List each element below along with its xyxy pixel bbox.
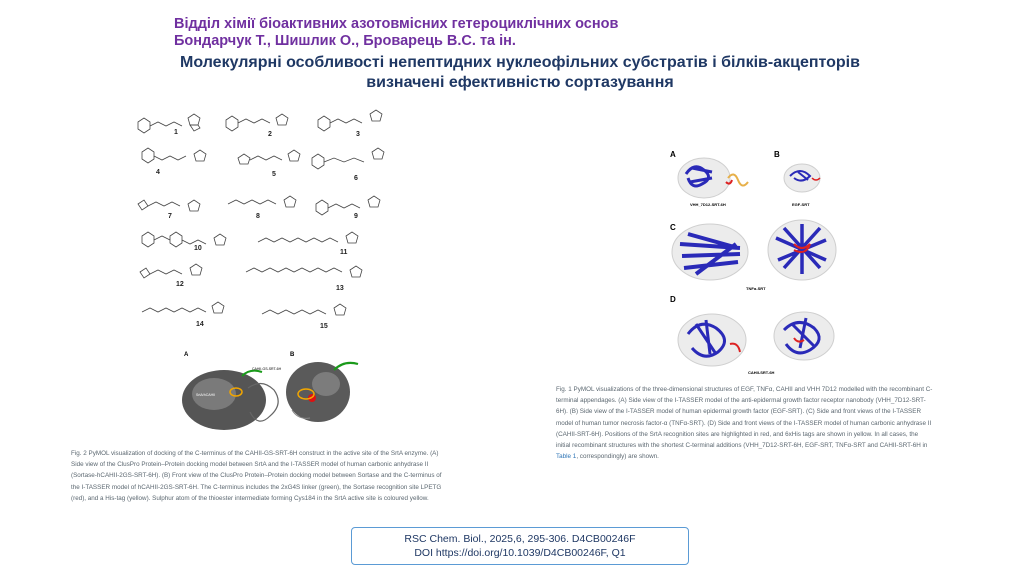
compound-label: 4 bbox=[156, 169, 160, 176]
compound-label: 2 bbox=[268, 131, 272, 138]
fig2-caption-line: the I-TASSER model of hCAHII-2GS-SRT-6H. The C-terminus includes the 2xG4S linker (green), the Sortase recognition site LPETG bbox=[71, 483, 442, 491]
protein-panel-a: A bbox=[670, 150, 676, 159]
protein-panel-d: D bbox=[670, 295, 676, 304]
department-title: Відділ хімії біоактивних азотовмісних гетероциклічних основ bbox=[174, 16, 619, 32]
compound-label: 11 bbox=[340, 249, 348, 256]
compound-label: 7 bbox=[168, 213, 172, 220]
compound-label: 3 bbox=[356, 131, 360, 138]
docking-tag-label: CAHII-GS-SRT-6H bbox=[252, 367, 282, 371]
protein-panel-b: B bbox=[774, 150, 780, 159]
compound-labels bbox=[156, 129, 360, 330]
slide-title-line2: визначені ефективністю сортазування bbox=[366, 74, 674, 91]
fig1-caption-line: model of human tumor necrosis factor-α (TNFα-SRT). (D) Side and front views of the I-TASSER model of human carbonic anhydrase II bbox=[556, 419, 932, 427]
table1-link[interactable]: Table 1 bbox=[556, 453, 577, 461]
fig1-caption-line: (CAHII-SRT-6H). Positions of the SrtA recognition sites are highlighted in red, and 6xHis tags are shown in yellow. In all cases, the bbox=[556, 430, 919, 438]
label-cahii: CAHII-SRT-6H bbox=[748, 370, 775, 375]
fig1-caption-line bbox=[556, 451, 966, 462]
slide-title bbox=[180, 53, 860, 93]
protein-svg bbox=[666, 148, 850, 380]
label-tnf: TNFα-SRT bbox=[746, 286, 766, 291]
reference-citation: RSC Chem. Biol., 2025,6, 295-306. D4CB00246F bbox=[404, 533, 636, 545]
label-vhh: VHH_7D12-SRT-6H bbox=[690, 202, 726, 207]
compound-label: 12 bbox=[176, 281, 184, 288]
compound-label: 14 bbox=[196, 321, 204, 328]
compound-label: 10 bbox=[194, 245, 202, 252]
fig2-caption bbox=[71, 448, 449, 504]
fig1-caption-line: initial recombinant structures with the shortest C-terminal additions (VHH_7D12-SRT-6H, EGF-SRT, TNFα-SRT and CAHII-SRT-6H in bbox=[556, 442, 928, 450]
label-egf: EGF-SRT bbox=[792, 202, 810, 207]
docking-figure bbox=[178, 348, 364, 436]
docking-panel-a: A bbox=[184, 352, 189, 358]
compound-structures-figure bbox=[128, 100, 404, 336]
cahii-side-surface bbox=[678, 314, 746, 366]
slide-title-line1: Молекулярні особливості непептидних нуклеофільних субстратів і білків-акцепторів bbox=[180, 54, 860, 71]
fig2-caption-line: Fig. 2 PyMOL visualization of docking of the C-terminus of the CAHII-GS-SRT-6H construct in the active site of the SrtA enzyme. (A) bbox=[71, 450, 439, 457]
chem-drawing bbox=[138, 110, 384, 315]
compound-label: 1 bbox=[174, 129, 178, 136]
compound-label: 9 bbox=[354, 213, 358, 220]
fig1-caption-line: terminal appendages. (A) Side view of the I-TASSER model of the anti-epidermal growth factor receptor nanobody (VHH_7D12-SRT- bbox=[556, 397, 926, 405]
fig1-caption-line: Fig. 1 PyMOL visualizations of the three-dimensional structures of EGF, TNFα, CAHII and VHH 7D12 modelled with the recombinant C- bbox=[556, 386, 933, 393]
srta-surface-b-highlight bbox=[312, 372, 340, 396]
fig2-caption-line: (Sortase-hCAHII-2GS-SRT-6H). (B) Front view of the ClusPro Protein–Protein docking model between Sortase and the C-terminus of bbox=[71, 472, 442, 480]
fig2-caption-line: (red), and a His-tag (yellow). Sulphur atom of the thioester intermediate forming Cys184 in the SrtA active site is coloured yellow. bbox=[71, 494, 429, 502]
compound-structures-svg bbox=[128, 100, 404, 336]
tnf-side-surface bbox=[672, 224, 748, 280]
egf-surface bbox=[784, 164, 820, 192]
compound-label: 6 bbox=[354, 175, 358, 182]
compound-label: 8 bbox=[256, 213, 260, 220]
reference-doi[interactable]: DOI https://doi.org/10.1039/D4CB00246F, Q1 bbox=[414, 547, 626, 559]
docking-side-label: SrtA/hCAHII bbox=[196, 393, 216, 397]
fig1-caption-line: 6H). (B) Side view of the I-TASSER model of human epidermal growth factor (EGF-SRT). (C) Side and front views of the I-TASSER bbox=[556, 408, 921, 416]
protein-structures-figure bbox=[666, 148, 850, 380]
compound-label: 15 bbox=[320, 323, 328, 330]
docking-panel-b: B bbox=[290, 352, 295, 358]
reference-box bbox=[351, 527, 689, 565]
fig1-caption-tail: , correspondingly) are shown. bbox=[576, 453, 659, 461]
compound-label: 5 bbox=[272, 171, 276, 178]
protein-panel-c: C bbox=[670, 223, 676, 232]
authors-line: Бондарчук Т., Шишлик О., Броварець В.С. та ін. bbox=[174, 33, 516, 49]
compound-label: 13 bbox=[336, 285, 344, 292]
fig1-caption bbox=[556, 384, 966, 462]
docking-svg bbox=[178, 348, 364, 436]
fig2-caption-line: Side view of the ClusPro Protein–Protein docking model between SrtA and the I-TASSER model of human carbonic anhydrase II bbox=[71, 461, 429, 469]
